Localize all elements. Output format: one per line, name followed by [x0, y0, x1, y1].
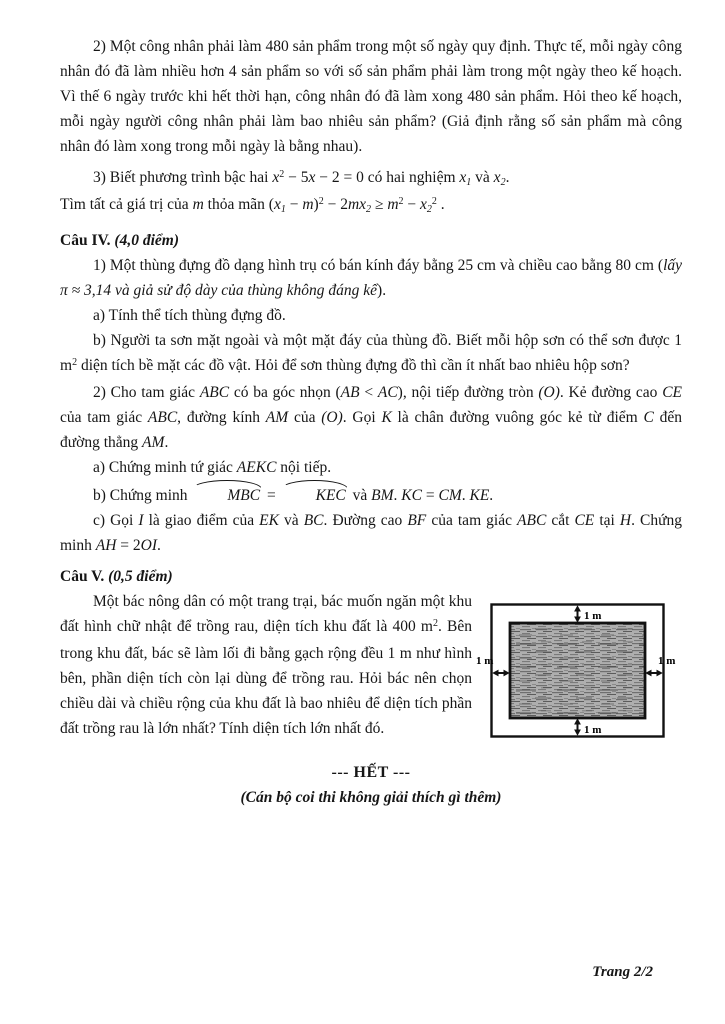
text-run: 2) Cho tam giác [93, 384, 200, 401]
page-number: Trang 2/2 [592, 964, 653, 980]
text-run: 2 [366, 204, 372, 215]
text-run: x [493, 169, 501, 186]
text-run: AH [95, 537, 117, 554]
question-v-farm-problem [60, 589, 682, 751]
text-run: K [381, 409, 392, 426]
text-run: (O) [321, 409, 343, 426]
text-run: EK [259, 512, 279, 529]
text-run: KC [401, 487, 422, 504]
text-run: ABC [147, 409, 178, 426]
text-run: I [138, 512, 144, 529]
text-run: , đường kính [177, 409, 266, 426]
question-iv-2-triangle [60, 380, 682, 455]
text-run: . [164, 434, 169, 451]
text-run: AC [377, 384, 398, 401]
text-run: (O) [538, 384, 560, 401]
text-run: đến đường thẳng [60, 409, 682, 451]
angle-arc-notation: KEC [280, 480, 349, 508]
text-run: m [192, 196, 204, 213]
text-run: 2 [432, 618, 438, 629]
text-run: ABC [199, 384, 230, 401]
garden-diagram [472, 593, 682, 743]
left-margin-label: 1 m [476, 655, 494, 667]
text-run: = 2 [116, 537, 141, 554]
text-run: AEKC [236, 459, 277, 476]
text-run: 2 [318, 196, 324, 207]
text-run: b) Người ta sơn mặt ngoài và một mặt đáy của thùng đồ. Biết mỗi hộp sơn có thể sơn được 1 m [60, 332, 682, 374]
text-run: − [285, 196, 303, 213]
text-run: . Đường cao [323, 512, 408, 529]
text-run: . Gọi [342, 409, 382, 426]
text-run: (4,0 điểm) [114, 232, 179, 249]
text-run: cắt [546, 512, 575, 529]
text-run: a) Chứng minh tứ giác [93, 459, 237, 476]
text-run: . [505, 169, 510, 186]
text-run: − 2 = 0 có hai nghiệm [315, 169, 460, 186]
text-run: AM [265, 409, 289, 426]
text-run: KE [469, 487, 490, 504]
text-run: b) Chứng minh [93, 487, 192, 504]
text-run: c) Gọi [93, 512, 139, 529]
text-run: x [273, 196, 281, 213]
section-heading-cau-iv [60, 228, 682, 253]
text-run: . [436, 196, 445, 213]
text-run: < [359, 384, 378, 401]
text-run: CE [662, 384, 682, 401]
text-run: m [387, 196, 399, 213]
text-run: tại [594, 512, 620, 529]
bottom-margin-label: 1 m [584, 724, 602, 736]
text-run: BM [371, 487, 394, 504]
text-run: của tam giác [426, 512, 518, 529]
text-run: (0,5 điểm) [108, 568, 173, 585]
text-run: m [347, 196, 360, 213]
text-run: = [263, 487, 280, 504]
text-run: BC [303, 512, 324, 529]
text-run: − 5 [284, 169, 309, 186]
text-run: CE [574, 512, 595, 529]
text-run: 2 [500, 177, 506, 188]
text-run: lấy π ≈ 3,14 và giả sử độ dày của thùng không đáng kể [60, 257, 682, 299]
text-run: . Kẻ đường cao [559, 384, 663, 401]
text-run: 2) Một công nhân phải làm 480 sản phẩm trong một số ngày quy định. Thực tế, mỗi ngày công nhân đó đã làm nhiều hơn 4 sản phẩm so với số sản phẩm phải làm trong một ngày theo kế hoạch. Vì thế 6 ngày trước khi hết thời hạn, công nhân đó đã làm xong 480 sản phẩm. Hỏi theo kế hoạch, mỗi ngày người công nhân phải làm bao nhiêu sản phẩm? (Giả định rằng số sản phẩm mà công nhân đó làm xong trong mỗi ngày là bằng nhau). [60, 38, 682, 155]
text-run: 1 [466, 177, 472, 188]
text-run: có ba góc nhọn ( [229, 384, 341, 401]
text-run: 2 [72, 357, 78, 368]
question-3-part-3-quadratic-line-1 [60, 165, 682, 192]
text-run: AM [142, 434, 165, 451]
text-run: BF [407, 512, 427, 529]
text-run: 3) Biết phương trình bậc hai [93, 169, 273, 186]
text-run: Một bác nông dân có một trang trại, bác muốn ngăn một khu đất hình chữ nhật để trồng rau, diện tích khu đất là 400 m [60, 593, 472, 635]
text-run: 2 [279, 169, 285, 180]
question-iv-2b-angle-equality [60, 480, 682, 508]
question-3-part-3-quadratic-line-2 [60, 192, 682, 219]
question-iv-1-cylinder [60, 253, 682, 303]
text-run: − 2 [323, 196, 348, 213]
text-run: x [359, 196, 367, 213]
page-content [60, 34, 682, 810]
end-marker: --- HẾT --- [331, 764, 411, 781]
text-run: Tìm tất cả giá trị của [60, 196, 193, 213]
top-margin-label: 1 m [584, 610, 602, 622]
text-run: 1) Một thùng đựng đồ dạng hình trụ có bán kính đáy bằng 25 cm và chiều cao bằng 80 cm ( [93, 257, 664, 274]
text-run: . [393, 487, 402, 504]
text-run: và [471, 169, 494, 186]
angle-arc-notation: MBC [191, 480, 263, 508]
garden-figure [472, 593, 682, 751]
section-heading-cau-v [60, 564, 682, 589]
text-run: OI [140, 537, 158, 554]
text-run: là giao điểm của [143, 512, 260, 529]
text-run: − [403, 196, 421, 213]
text-run: ≥ [371, 196, 388, 213]
text-run: 2 [398, 196, 404, 207]
question-iv-1a-volume [60, 303, 682, 328]
text-run: x [308, 169, 316, 186]
text-run: CM [438, 487, 462, 504]
text-run: và [278, 512, 304, 529]
text-run: là chân đường vuông góc kẻ từ điểm [391, 409, 644, 426]
text-run: thỏa mãn ( [203, 196, 274, 213]
text-run: của [288, 409, 322, 426]
text-run: H [619, 512, 632, 529]
text-run: ) [313, 196, 319, 213]
question-iv-2a-cyclic-quadrilateral [60, 455, 682, 480]
text-run: 2 [426, 204, 432, 215]
question-iv-1b-paint [60, 328, 682, 380]
question-v-text [60, 589, 472, 741]
text-run: ABC [517, 512, 547, 529]
text-run: 2 [431, 196, 437, 207]
text-run: Câu IV. [60, 232, 115, 249]
text-run: . [157, 537, 161, 554]
text-run: . [489, 487, 494, 504]
text-run: Câu V. [60, 568, 109, 585]
question-3-part-2-worker-problem [60, 34, 682, 159]
text-run: của tam giác [60, 409, 148, 426]
text-run: . Chứng minh [60, 512, 682, 554]
text-run: . Bên trong khu đất, bác sẽ làm lối đi bằng gạch rộng đều 1 m như hình bên, phần diện tích còn lại dùng để trồng rau. Hỏi bác nên chọn chiều dài và chiều rộng của khu đất là bao nhiêu để diện tích phần đất trồng rau là lớn nhất? Tính diện tích lớn nhất đó. [60, 618, 472, 737]
text-run: x [420, 196, 427, 213]
text-run: 1 [280, 204, 286, 215]
text-run: C [643, 409, 654, 426]
text-run: a) Tính thể tích thùng đựng đồ. [93, 307, 286, 324]
text-run: m [302, 196, 314, 213]
text-run: và [348, 487, 372, 504]
text-run: ), nội tiếp đường tròn [397, 384, 539, 401]
proctor-note: (Cán bộ coi thi không giải thích gì thêm) [240, 789, 502, 806]
text-run: x [272, 169, 280, 186]
right-margin-label: 1 m [658, 655, 676, 667]
text-run: = [421, 487, 439, 504]
question-iv-2c-prove-ah-2oi [60, 508, 682, 558]
text-run: . [461, 487, 470, 504]
text-run: AB [340, 384, 360, 401]
vegetable-plot-texture-overlay [510, 623, 645, 718]
text-run: ). [377, 282, 387, 299]
text-run: x [459, 169, 467, 186]
text-run: diện tích bề mặt các đồ vật. Hỏi để sơn thùng đựng đồ thì cần ít nhất bao nhiêu hộp sơn? [77, 357, 630, 374]
text-run: nội tiếp. [276, 459, 332, 476]
